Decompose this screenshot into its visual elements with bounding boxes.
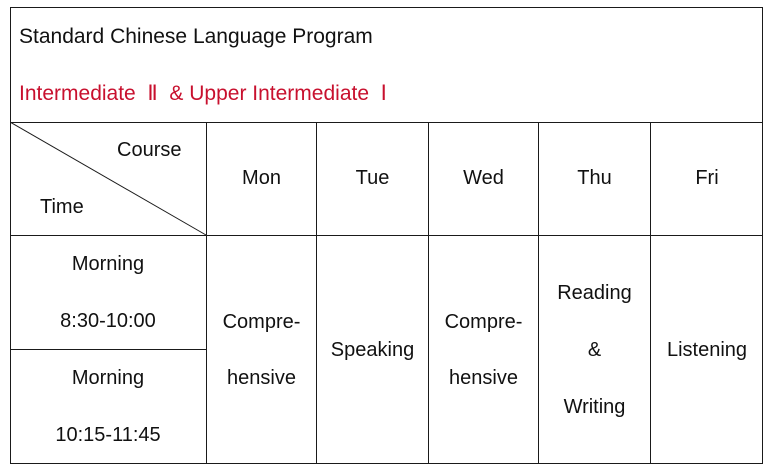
program-title: Standard Chinese Language Program xyxy=(19,25,373,48)
course-cell-mon xyxy=(207,236,316,464)
day-header-mon: Mon xyxy=(242,167,281,189)
corner-time-label: Time xyxy=(40,196,84,218)
course-wed-line-1: Compre- xyxy=(444,311,523,333)
time-slot-1 xyxy=(10,236,206,349)
day-header-tue: Tue xyxy=(355,167,390,189)
time-slot-2-name: Morning xyxy=(71,367,145,389)
course-fri-line-1: Listening xyxy=(666,339,748,361)
day-header-thu: Thu xyxy=(577,167,612,189)
day-header-fri: Fri xyxy=(695,167,719,189)
course-cell-tue xyxy=(317,236,428,464)
course-thu-line-3: Writing xyxy=(563,395,626,418)
corner-course-label: Course xyxy=(117,139,182,161)
time-slot-1-name: Morning xyxy=(71,252,145,275)
course-wed-line-2: hensive xyxy=(449,367,518,389)
time-slot-2-time: 10:15-11:45 xyxy=(55,424,161,446)
day-header-wed: Wed xyxy=(463,167,504,189)
course-thu-line-2: & xyxy=(587,338,602,361)
course-tue-line-1: Speaking xyxy=(330,339,415,361)
course-cell-wed xyxy=(429,236,538,464)
level-subtitle: Intermediate Ⅱ & Upper Intermediate Ⅰ xyxy=(19,82,387,105)
time-slot-1-time: 8:30-10:00 xyxy=(60,309,156,332)
course-thu-line-1: Reading xyxy=(557,281,632,304)
time-slot-2 xyxy=(10,350,206,464)
course-mon-line-1: Compre- xyxy=(222,311,301,333)
course-mon-line-2: hensive xyxy=(227,367,296,389)
course-cell-fri xyxy=(651,236,763,464)
course-cell-thu xyxy=(539,236,650,464)
